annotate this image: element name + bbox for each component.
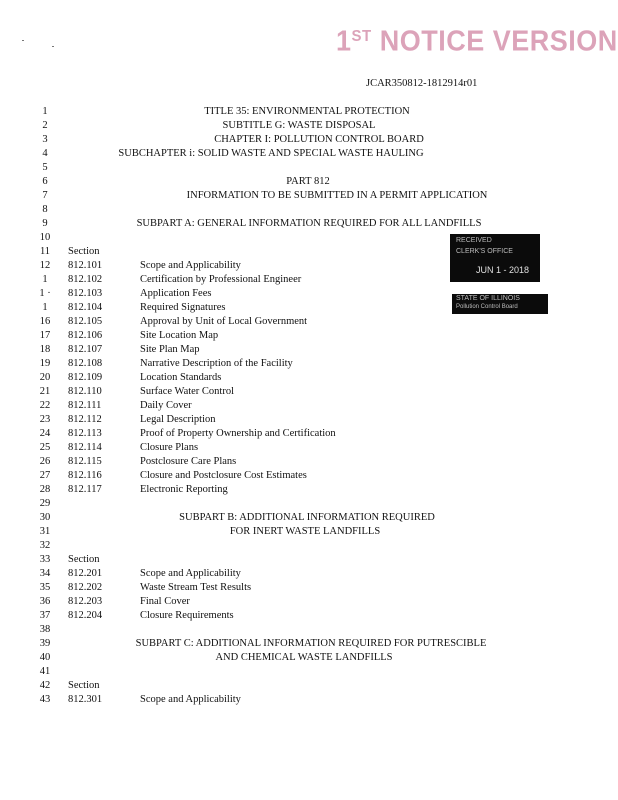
section-title: Final Cover: [140, 596, 190, 607]
section-number: 812.107: [68, 344, 103, 355]
section-title: Postclosure Care Plans: [140, 456, 237, 467]
section-label: Section: [68, 554, 100, 565]
line-31: 31 FOR INERT WASTE LANDFILLS: [0, 525, 618, 539]
scan-speck: [22, 40, 24, 41]
line-number: 12: [39, 260, 51, 271]
section-title: Closure Plans: [140, 442, 199, 453]
section-title: Site Location Map: [140, 330, 219, 341]
subpart-c-heading-cont: AND CHEMICAL WASTE LANDFILLS: [215, 652, 393, 663]
section-number: 812.102: [68, 274, 103, 285]
section-title: Electronic Reporting: [140, 484, 228, 495]
line-39: 39 SUBPART C: ADDITIONAL INFORMATION REQUIRED FOR PUTRESCIBLE: [0, 637, 618, 651]
section-title: Site Plan Map: [140, 344, 200, 355]
section-number: 812.112: [68, 414, 102, 425]
section-title: Location Standards: [140, 372, 222, 383]
subpart-b-heading: SUBPART B: ADDITIONAL INFORMATION REQUIRED: [179, 512, 435, 523]
line-30: 30 SUBPART B: ADDITIONAL INFORMATION REQUIRED: [0, 511, 618, 525]
line-8: 8: [42, 204, 48, 215]
line-number: 18: [39, 344, 51, 355]
line-number: 37: [39, 610, 51, 621]
section-row: [0, 329, 618, 343]
line-number: 1 ·: [39, 288, 51, 299]
section-title: Closure Requirements: [140, 610, 234, 621]
line-9: 9 SUBPART A: GENERAL INFORMATION REQUIRED FOR ALL LANDFILLS: [0, 217, 618, 231]
section-number: 812.109: [68, 372, 103, 383]
section-number: 812.201: [68, 568, 103, 579]
line-number: 16: [39, 316, 51, 327]
section-number: 812.202: [68, 582, 103, 593]
section-row: [0, 399, 618, 413]
notice-version-stamp: 1ST NOTICE VERSION: [336, 25, 618, 57]
line-40: 40 AND CHEMICAL WASTE LANDFILLS: [0, 651, 618, 665]
section-title: Closure and Postclosure Cost Estimates: [140, 470, 307, 481]
document-id: JCAR350812-1812914r01: [366, 78, 478, 89]
line-number: 34: [39, 568, 51, 579]
subpart-a-heading: SUBPART A: GENERAL INFORMATION REQUIRED FOR ALL LANDFILLS: [136, 218, 482, 229]
line-number: 1: [42, 274, 48, 285]
section-number: 812.114: [68, 442, 102, 453]
section-number: 812.203: [68, 596, 103, 607]
section-row: [0, 371, 618, 385]
section-row: [0, 357, 618, 371]
clerk-received-stamp: RECEIVED CLERK'S OFFICE JUN 1 - 2018: [450, 234, 540, 282]
section-number: 812.108: [68, 358, 103, 369]
line-7: 7 INFORMATION TO BE SUBMITTED IN A PERMIT APPLICATION: [0, 189, 618, 203]
section-row: [0, 609, 618, 623]
section-number: 812.110: [68, 386, 102, 397]
section-row: [0, 581, 618, 595]
subpart-b-heading-cont: FOR INERT WASTE LANDFILLS: [229, 526, 381, 537]
section-title: Scope and Applicability: [140, 568, 241, 579]
line-number: 1: [42, 302, 48, 313]
section-number: 812.116: [68, 470, 102, 481]
line-number: 20: [39, 372, 51, 383]
subtitle-line: SUBTITLE G: WASTE DISPOSAL: [222, 120, 376, 131]
section-title: Scope and Applicability: [140, 694, 241, 705]
section-number: 812.103: [68, 288, 103, 299]
section-row: [0, 483, 618, 497]
section-title: Approval by Unit of Local Government: [140, 316, 308, 327]
line-number: 35: [39, 582, 51, 593]
section-row: [0, 413, 618, 427]
state-of-illinois-stamp: STATE OF ILLINOIS Pollution Control Board: [452, 294, 548, 314]
line-number: 27: [39, 470, 51, 481]
line-1: 1 TITLE 35: ENVIRONMENTAL PROTECTION: [0, 105, 618, 119]
section-row: [0, 385, 618, 399]
section-number: 812.111: [68, 400, 102, 411]
section-number: 812.204: [68, 610, 103, 621]
title-line: TITLE 35: ENVIRONMENTAL PROTECTION: [204, 106, 410, 117]
section-title: Certification by Professional Engineer: [140, 274, 302, 285]
line-41: 41: [39, 666, 51, 677]
section-row: [0, 441, 618, 455]
section-row: [0, 427, 618, 441]
section-number: 812.104: [68, 302, 103, 313]
line-number: 19: [39, 358, 51, 369]
line-11: 11 Section: [39, 246, 100, 257]
section-number: 812.115: [68, 456, 102, 467]
section-title: Application Fees: [140, 288, 212, 299]
line-number: 17: [39, 330, 51, 341]
section-label: Section: [68, 246, 100, 257]
section-number: 812.117: [68, 484, 102, 495]
section-row: [0, 315, 618, 329]
line-38: 38: [39, 624, 51, 635]
section-row: [0, 469, 618, 483]
line-number: 26: [39, 456, 51, 467]
line-number: 23: [39, 414, 51, 425]
section-number: 812.101: [68, 260, 103, 271]
section-row: [0, 595, 618, 609]
section-row: [0, 693, 618, 707]
section-label: Section: [68, 680, 100, 691]
section-row: [0, 455, 618, 469]
part-number: PART 812: [286, 176, 330, 187]
line-3: 3 CHAPTER I: POLLUTION CONTROL BOARD: [0, 133, 618, 147]
chapter-line: CHAPTER I: POLLUTION CONTROL BOARD: [214, 134, 424, 145]
scan-speck: [52, 46, 54, 47]
subpart-c-heading: SUBPART C: ADDITIONAL INFORMATION REQUIRED FOR PUTRESCIBLE: [135, 638, 487, 649]
section-title: Surface Water Control: [140, 386, 235, 397]
section-row: [0, 567, 618, 581]
section-title: Legal Description: [140, 414, 216, 425]
line-number: 43: [39, 694, 51, 705]
line-number: 28: [39, 484, 51, 495]
section-number: 812.113: [68, 428, 102, 439]
section-number: 812.106: [68, 330, 103, 341]
section-title: Proof of Property Ownership and Certification: [140, 428, 336, 439]
section-title: Scope and Applicability: [140, 260, 241, 271]
line-5: 5: [42, 162, 48, 173]
line-number: 36: [39, 596, 51, 607]
line-number: 21: [39, 386, 51, 397]
section-number: 812.105: [68, 316, 103, 327]
line-4: 4 SUBCHAPTER i: SOLID WASTE AND SPECIAL WASTE HAULING: [0, 147, 618, 161]
line-32: 32: [39, 540, 51, 551]
line-number: 25: [39, 442, 51, 453]
section-title: Waste Stream Test Results: [140, 582, 252, 593]
section-title: Required Signatures: [140, 302, 226, 313]
line-2: 2 SUBTITLE G: WASTE DISPOSAL: [0, 119, 618, 133]
section-title: Daily Cover: [140, 400, 192, 411]
subchapter-line: SUBCHAPTER i: SOLID WASTE AND SPECIAL WASTE HAULING: [118, 148, 424, 159]
line-10: 10: [39, 232, 51, 243]
section-row: [0, 343, 618, 357]
part-title: INFORMATION TO BE SUBMITTED IN A PERMIT APPLICATION: [186, 190, 488, 201]
section-number: 812.301: [68, 694, 103, 705]
line-42: 42 Section: [39, 680, 100, 691]
section-title: Narrative Description of the Facility: [140, 358, 293, 369]
line-33: 33 Section: [39, 554, 100, 565]
line-number: 24: [39, 428, 51, 439]
line-29: 29: [39, 498, 51, 509]
line-number: 22: [39, 400, 51, 411]
line-6: 6 PART 812: [0, 175, 618, 189]
